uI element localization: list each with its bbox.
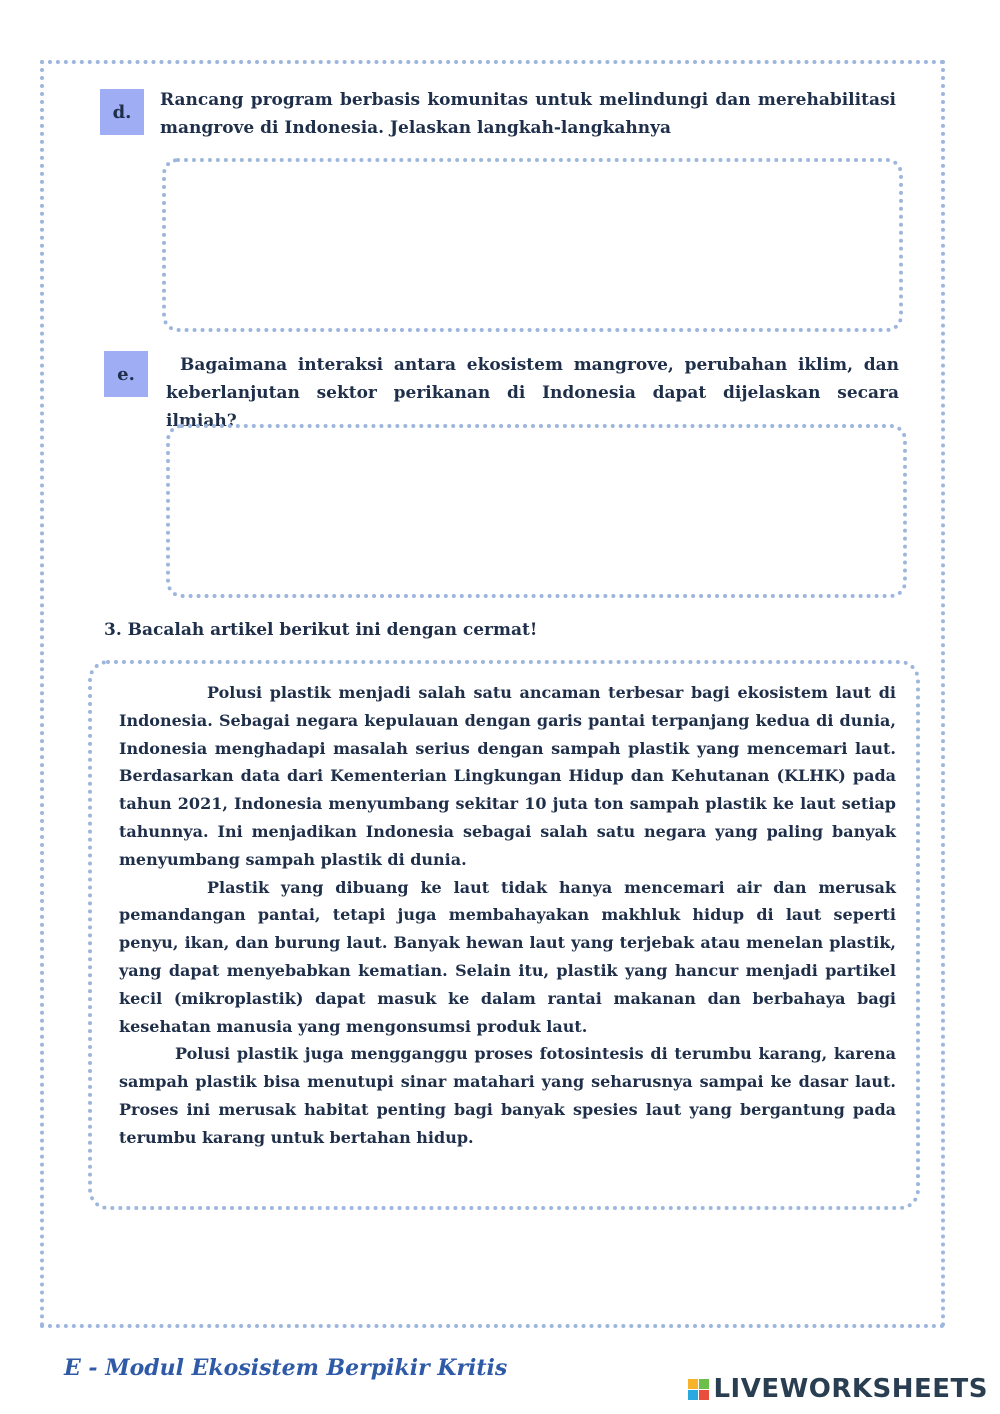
liveworksheets-logo-icon	[688, 1379, 709, 1400]
question-e-badge: e.	[104, 351, 148, 397]
question-d-badge: d.	[100, 89, 144, 135]
question-d-text: Rancang program berbasis komunitas untuk melindungi dan merehabilitasi mangrove di Indonesia. Jelaskan langkah-langkahnya	[160, 90, 896, 138]
answer-box-d[interactable]	[162, 158, 903, 332]
liveworksheets-brand[interactable]	[688, 1374, 988, 1404]
article-text	[119, 679, 896, 1152]
article-paragraph-3: Polusi plastik juga mengganggu proses fotosintesis di terumbu karang, karena sampah plastik bisa menutupi sinar matahari yang seharusnya sampai ke dasar laut. Proses ini merusak habitat penting bagi banyak spesies laut yang bergantung pada terumbu karang untuk bertahan hidup.	[119, 1044, 896, 1147]
article-paragraph-2: Plastik yang dibuang ke laut tidak hanya mencemari air dan merusak pemandangan pantai, tetapi juga membahayakan makhluk hidup di laut seperti penyu, ikan, dan burung laut. Banyak hewan laut yang terjebak atau menelan plastik, yang dapat menyebabkan kematian. Selain itu, plastik yang hancur menjadi partikel kecil (mikroplastik) dapat masuk ke dalam rantai makanan dan berbahaya bagi kesehatan manusia yang mengonsumsi produk laut.	[119, 877, 896, 1036]
answer-box-e[interactable]	[166, 424, 907, 598]
footer-module-title: E - Modul Ekosistem Berpikir Kritis	[64, 1355, 508, 1381]
question-e-text: Bagaimana interaksi antara ekosistem mangrove, perubahan iklim, dan keberlanjutan sektor perikanan di Indonesia dapat dijelaskan secara ilmiah?	[166, 355, 899, 431]
brand-name: LIVEWORKSHEETS	[713, 1374, 988, 1404]
article-paragraph-1: Polusi plastik menjadi salah satu ancaman terbesar bagi ekosistem laut di Indonesia. Sebagai negara kepulauan dengan garis pantai terpanjang kedua di dunia, Indonesia menghadapi masalah serius dengan sampah plastik yang mencemari laut. Berdasarkan data dari Kementerian Lingkungan Hidup dan Kehutanan (KLHK) pada tahun 2021, Indonesia menyumbang sekitar 10 juta ton sampah plastik ke laut setiap tahunnya. Ini menjadikan Indonesia sebagai salah satu negara yang paling banyak menyumbang sampah plastik di dunia.	[119, 683, 896, 869]
section-3-instruction: 3. Bacalah artikel berikut ini dengan cermat!	[104, 620, 538, 640]
